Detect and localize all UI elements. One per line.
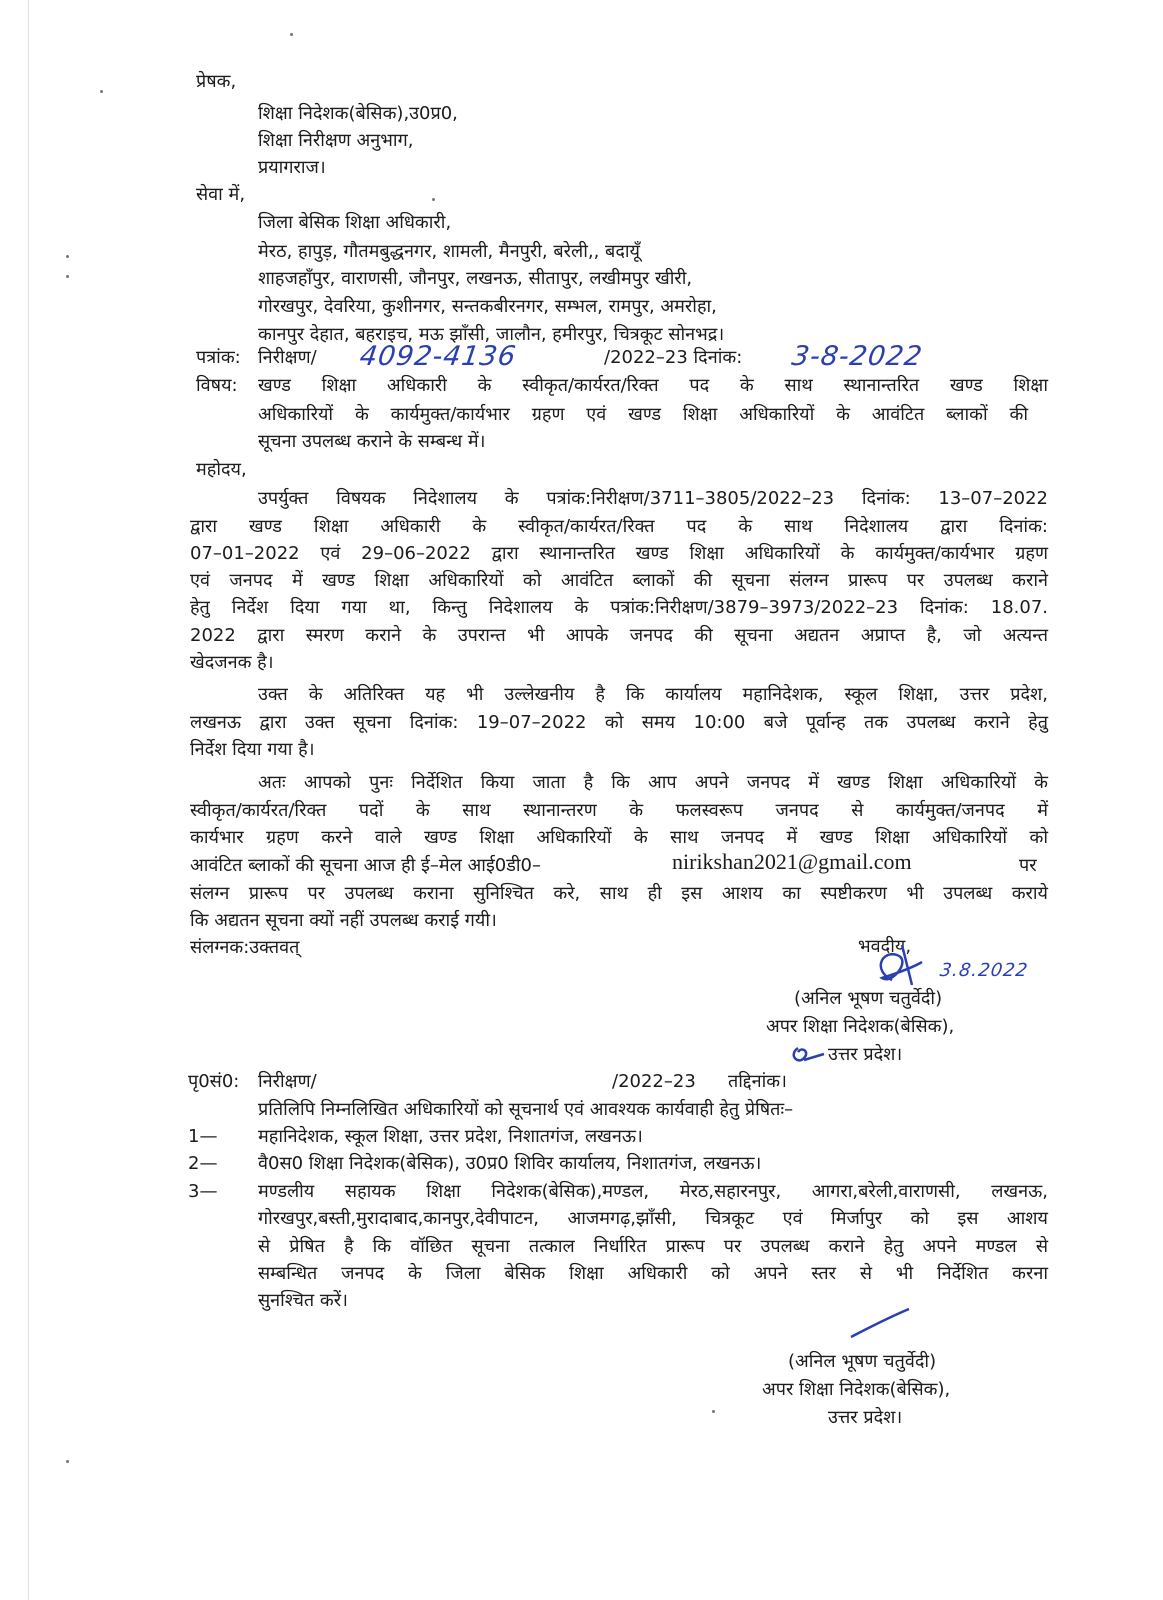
subject-line-2: अधिकारियों के कार्यमुक्त/कार्यभार ग्रहण एवं खण्ड शिक्षा अधिकारियों के आवंटित ब्लाकों की xyxy=(258,404,1028,425)
subject-line-3: सूचना उपलब्ध कराने के सम्बन्ध में। xyxy=(258,431,486,452)
recipient-line-2: मेरठ, हापुड़, गौतमबुद्धनगर, शामली, मैनपुरी, बरेली,, बदायूँ xyxy=(258,241,640,262)
copy-item-2-number: 2— xyxy=(188,1153,218,1174)
signer-state: उत्तर प्रदेश। xyxy=(828,1044,903,1065)
scan-edge-line xyxy=(28,0,29,1600)
para2-line-2: लखनऊ द्वारा उक्त सूचना दिनांक: 19–07–2022 को समय 10:00 बजे पूर्वान्ह तक उपलब्ध कराने हेतु xyxy=(190,712,1048,733)
para3-line-6: कि अद्यतन सूचना क्यों नहीं उपलब्ध कराई गयी। xyxy=(190,910,497,931)
reference-prefix: निरीक्षण/ xyxy=(258,347,317,368)
scan-speck xyxy=(66,275,69,278)
para3-line-4-end: पर xyxy=(1019,855,1037,876)
copy-label: पृ0सं0: xyxy=(188,1071,240,1092)
scan-speck xyxy=(66,255,69,258)
copy-item-1-number: 1— xyxy=(188,1126,218,1147)
para2-line-3: निर्देश दिया गया है। xyxy=(190,739,315,760)
para1-line-5: हेतु निर्देश दिया गया था, किन्तु निदेशालय के पत्रांक:निरीक्षण/3879–3973/2022–23 दिनांक: 18.07. xyxy=(190,597,1048,618)
para3-line-4: आवंटित ब्लाकों की सूचना आज ही ई–मेल आई0डी0– xyxy=(190,855,541,876)
sender-line-1: शिक्षा निदेशक(बेसिक),उ0प्र0, xyxy=(258,103,458,124)
para3-line-3: कार्यभार ग्रहण करने वाले खण्ड शिक्षा अधिकारियों के साथ जनपद में खण्ड शिक्षा अधिकारियों को xyxy=(190,827,1048,848)
scan-speck xyxy=(432,198,435,201)
para1-line-4: एवं जनपद में खण्ड शिक्षा अधिकारियों को आवंटित ब्लाकों की सूचना संलग्न प्रारूप पर उपलब्ध कराने xyxy=(190,570,1048,591)
copy-item-2-text: वै0स0 शिक्षा निदेशक(बेसिक), उ0प्र0 शिविर कार्यालय, निशातगंज, लखनऊ। xyxy=(258,1153,762,1174)
scan-speck xyxy=(712,1410,715,1413)
copy-item-3-line-1: मण्डलीय सहायक शिक्षा निदेशक(बेसिक),मण्डल, मेरठ,सहारनपुर, आगरा,बरेली,वाराणसी, लखनऊ, xyxy=(258,1181,1048,1202)
signature-date-handwritten: 3.8.2022 xyxy=(938,960,1030,981)
copy-prefix: निरीक्षण/ xyxy=(258,1071,317,1092)
subject-line-1: खण्ड शिक्षा अधिकारी के स्वीकृत/कार्यरत/रिक्त पद के साथ स्थानान्तरित खण्ड शिक्षा xyxy=(258,375,1048,396)
copy-item-1-text: महानिदेशक, स्कूल शिक्षा, उत्तर प्रदेश, निशातगंज, लखनऊ। xyxy=(258,1126,643,1147)
reference-date-handwritten: 3-8-2022 xyxy=(789,341,925,372)
para3-line-2: स्वीकृत/कार्यरत/रिक्त पदों के साथ स्थानान्तरण के फलस्वरूप जनपद से कार्यमुक्त/जनपद में xyxy=(190,800,1048,821)
email-address: nirikshan2021@gmail.com xyxy=(672,849,912,874)
scan-speck xyxy=(290,33,293,36)
para1-line-6: 2022 द्वारा स्मरण कराने के उपरान्त भी आपके जनपद की सूचना अद्यतन अप्राप्त है, जो अत्यन्त xyxy=(190,625,1048,646)
copy-item-3-line-2: गोरखपुर,बस्ती,मुरादाबाद,कानपुर,देवीपाटन, आजमगढ़,झाँसी, चित्रकूट एवं मिर्जापुर को इस आशय xyxy=(258,1208,1048,1229)
copy-date: तद्दिनांक। xyxy=(728,1071,787,1092)
signature-2 xyxy=(845,1305,915,1345)
copy-item-3-line-3: से प्रेषित है कि वॉछित सूचना तत्काल निर्धारित प्रारूप पर उपलब्ध कराने हेतु अपने मण्डल से xyxy=(258,1236,1048,1257)
closing-word: भवदीय, xyxy=(858,936,912,957)
copy-item-3-line-4: सम्बन्धित जनपद के जिला बेसिक शिक्षा अधिकारी को अपने स्तर से भी निर्देशित करना xyxy=(258,1263,1048,1284)
copy-item-3-number: 3— xyxy=(188,1181,218,1202)
signer2-state: उत्तर प्रदेश। xyxy=(828,1407,903,1428)
scan-speck xyxy=(100,90,103,93)
para1-line-2: द्वारा खण्ड शिक्षा अधिकारी के स्वीकृत/कार्यरत/रिक्त पद के साथ निदेशालय द्वारा दिनांक: xyxy=(190,516,1048,537)
para3-line-1: अतः आपको पुनः निर्देशित किया जाता है कि आप अपने जनपद में खण्ड शिक्षा अधिकारियों के xyxy=(258,772,1048,793)
sender-line-3: प्रयागराज। xyxy=(258,157,326,178)
para1-line-3: 07–01–2022 एवं 29–06–2022 द्वारा स्थानान्तरित खण्ड शिक्षा अधिकारियों के कार्यमुक्त/कार्यभार ग्रहण xyxy=(190,543,1048,564)
reference-label: पत्रांक: xyxy=(196,347,241,368)
signer2-name: (अनिल भूषण चतुर्वेदी) xyxy=(788,1351,937,1372)
para3-line-5: संलग्न प्रारूप पर उपलब्ध कराना सुनिश्चित करे, साथ ही इस आशय का स्पष्टीकरण भी उपलब्ध कराये xyxy=(190,883,1048,904)
recipient-line-3: शाहजहाँपुर, वाराणसी, जौनपुर, लखनऊ, सीतापुर, लखीमपुर खीरी, xyxy=(258,268,693,289)
signer-designation: अपर शिक्षा निदेशक(बेसिक), xyxy=(766,1016,955,1037)
signer2-designation: अपर शिक्षा निदेशक(बेसिक), xyxy=(762,1379,951,1400)
salutation: महोदय, xyxy=(196,459,247,480)
para1-line-1: उपर्युक्त विषयक निदेशालय के पत्रांक:निरीक्षण/3711–3805/2022–23 दिनांक: 13–07–2022 xyxy=(258,488,1048,509)
scan-speck xyxy=(66,1460,69,1463)
copy-intro: प्रतिलिपि निम्नलिखित अधिकारियों को सूचनार्थ एवं आवश्यक कार्यवाही हेतु प्रेषितः– xyxy=(258,1099,794,1120)
subject-label: विषय: xyxy=(196,375,238,396)
sender-line-2: शिक्षा निरीक्षण अनुभाग, xyxy=(258,130,414,151)
signer-name: (अनिल भूषण चतुर्वेदी) xyxy=(794,988,943,1009)
recipient-line-1: जिला बेसिक शिक्षा अधिकारी, xyxy=(258,212,452,233)
enclosure-note: संलग्नक:उक्तवत् xyxy=(190,937,300,958)
para1-line-7: खेदजनक है। xyxy=(190,652,274,673)
copy-year: /2022–23 xyxy=(612,1071,696,1092)
recipient-line-4: गोरखपुर, देवरिया, कुशीनगर, सन्तकबीरनगर, सम्भल, रामपुर, अमरोहा, xyxy=(258,296,717,317)
copy-item-3-line-5: सुनश्चित करें। xyxy=(258,1290,348,1311)
reference-number-handwritten: 4092-4136 xyxy=(357,341,519,372)
signature-mark xyxy=(788,1040,828,1070)
recipient-label: सेवा में, xyxy=(196,184,246,205)
sender-label: प्रेषक, xyxy=(196,71,237,92)
recipient-line-5: कानपुर देहात, बहराइच, मऊ झाँसी, जालौन, हमीरपुर, चित्रकूट सोनभद्र। xyxy=(258,324,725,345)
para2-line-1: उक्त के अतिरिक्त यह भी उल्लेखनीय है कि कार्यालय महानिदेशक, स्कूल शिक्षा, उत्तर प्रदेश, xyxy=(258,684,1048,705)
reference-year: /2022–23 दिनांक: xyxy=(604,347,743,368)
